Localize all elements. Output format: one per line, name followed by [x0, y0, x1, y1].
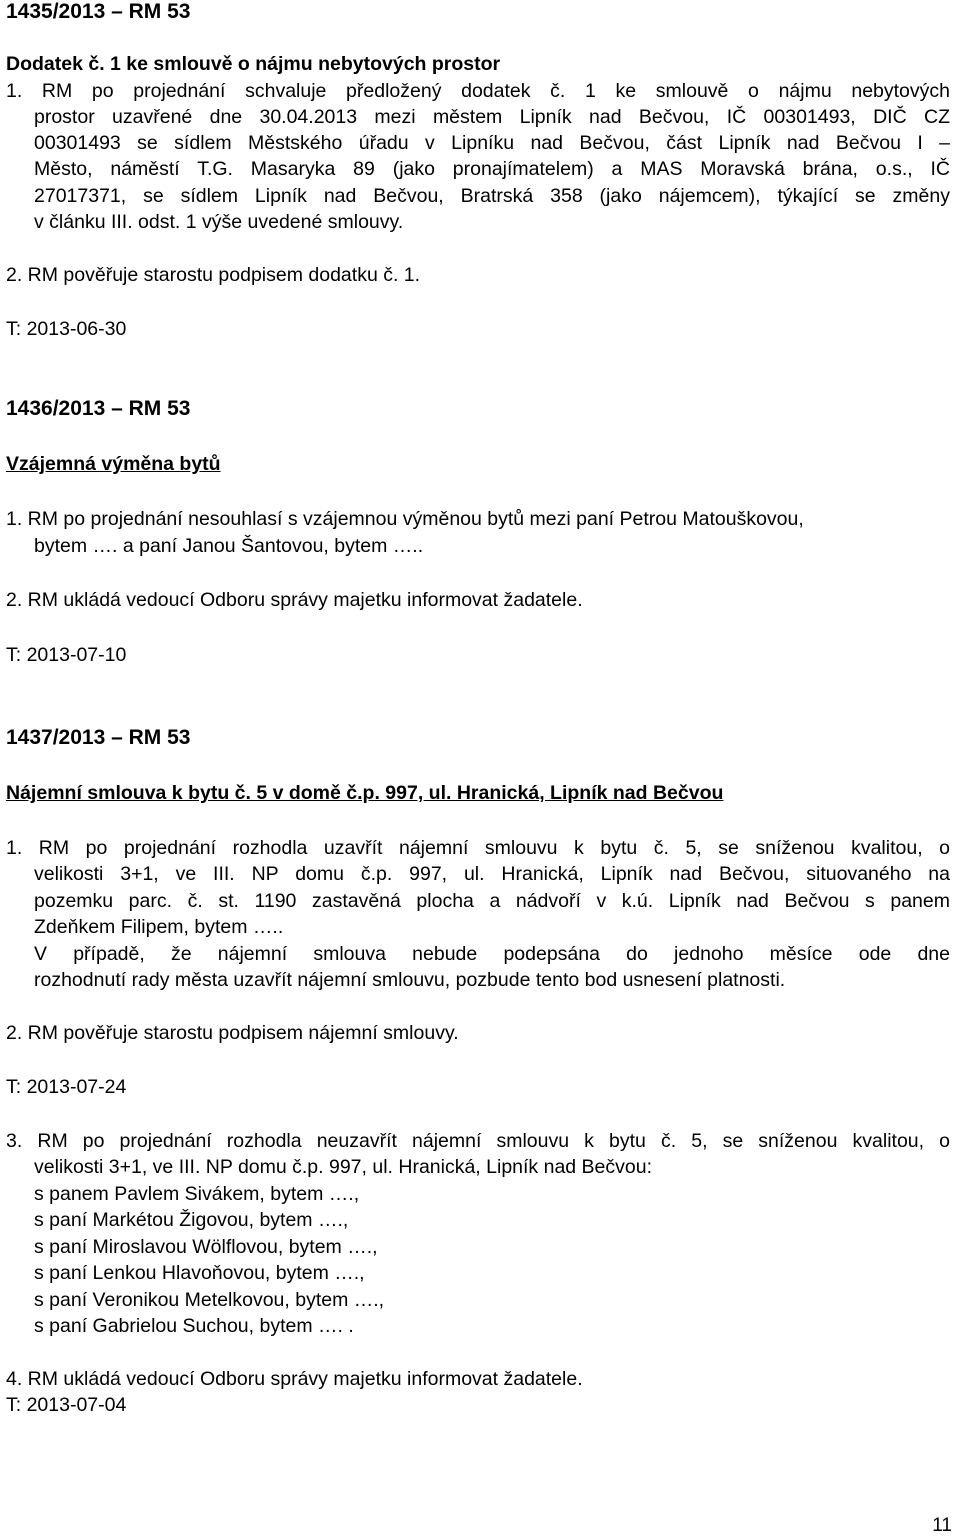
- text-line: 1. RM po projednání nesouhlasí s vzájemnou výměnou bytů mezi paní Petrou Matouškovou,: [6, 508, 804, 530]
- resolution-title-1436: 1436/2013 – RM 53: [6, 397, 191, 420]
- deadline-1435: T: 2013-06-30: [6, 318, 127, 340]
- list-item: s paní Lenkou Hlavoňovou, bytem ….,: [34, 1262, 365, 1284]
- text-line: prostor uzavřené dne 30.04.2013 mezi městem Lipník nad Bečvou, IČ 00301493, DIČ CZ: [34, 106, 950, 128]
- deadline-1436: T: 2013-07-10: [6, 644, 127, 666]
- text-line: rozhodnutí rady města uzavřít nájemní smlouvu, pozbude tento bod usnesení platnosti.: [34, 969, 786, 991]
- deadline-1437-b: T: 2013-07-04: [6, 1394, 127, 1416]
- page-number: 11: [932, 1515, 952, 1536]
- list-item: s paní Veronikou Metelkovou, bytem ….,: [34, 1289, 385, 1311]
- list-item: s paní Markétou Žigovou, bytem ….,: [34, 1209, 349, 1231]
- resolution-subject-1435: Dodatek č. 1 ke smlouvě o nájmu nebytových prostor: [6, 53, 501, 75]
- text-line: velikosti 3+1, ve III. NP domu č.p. 997, ul. Hranická, Lipník nad Bečvou, situovaného na: [34, 863, 950, 885]
- resolution-title-1435: 1435/2013 – RM 53: [6, 0, 191, 23]
- text-line: bytem …. a paní Janou Šantovou, bytem …..: [34, 535, 424, 557]
- text-line: 2. RM pověřuje starostu podpisem nájemní smlouvy.: [6, 1022, 459, 1044]
- text-line: 4. RM ukládá vedoucí Odboru správy majetku informovat žadatele.: [6, 1368, 583, 1390]
- text-line: 1. RM po projednání schvaluje předložený dodatek č. 1 ke smlouvě o nájmu nebytových: [6, 80, 950, 102]
- list-item: s paní Miroslavou Wölflovou, bytem ….,: [34, 1236, 378, 1258]
- text-line: 1. RM po projednání rozhodla uzavřít nájemní smlouvu k bytu č. 5, se sníženou kvalitou, o: [6, 837, 950, 859]
- list-item: s paní Gabrielou Suchou, bytem …. .: [34, 1315, 354, 1337]
- resolution-title-1437: 1437/2013 – RM 53: [6, 726, 191, 749]
- text-line: V případě, že nájemní smlouva nebude podepsána do jednoho měsíce ode dne: [34, 943, 950, 965]
- text-line: 00301493 se sídlem Městského úřadu v Lipníku nad Bečvou, část Lipník nad Bečvou I –: [34, 132, 950, 154]
- text-line: Město, náměstí T.G. Masaryka 89 (jako pronajímatelem) a MAS Moravská brána, o.s., IČ: [34, 158, 950, 180]
- resolution-subject-1437: Nájemní smlouva k bytu č. 5 v domě č.p. 997, ul. Hranická, Lipník nad Bečvou: [6, 782, 724, 804]
- list-item: s panem Pavlem Sivákem, bytem ….,: [34, 1183, 360, 1205]
- text-line: pozemku parc. č. st. 1190 zastavěná plocha a nádvoří v k.ú. Lipník nad Bečvou s panem: [34, 890, 950, 912]
- text-line: 2. RM ukládá vedoucí Odboru správy majetku informovat žadatele.: [6, 589, 583, 611]
- deadline-1437-a: T: 2013-07-24: [6, 1076, 127, 1098]
- text-line: 27017371, se sídlem Lipník nad Bečvou, Bratrská 358 (jako nájemcem), týkající se změny: [34, 185, 950, 207]
- resolution-subject-1436: Vzájemná výměna bytů: [6, 453, 221, 475]
- text-line: 3. RM po projednání rozhodla neuzavřít nájemní smlouvu k bytu č. 5, se sníženou kvalitou, o: [6, 1130, 950, 1152]
- text-line: v článku III. odst. 1 výše uvedené smlouvy.: [34, 211, 404, 233]
- text-line: Zdeňkem Filipem, bytem …..: [34, 916, 284, 938]
- text-line: velikosti 3+1, ve III. NP domu č.p. 997, ul. Hranická, Lipník nad Bečvou:: [34, 1156, 653, 1178]
- text-line: 2. RM pověřuje starostu podpisem dodatku č. 1.: [6, 264, 421, 286]
